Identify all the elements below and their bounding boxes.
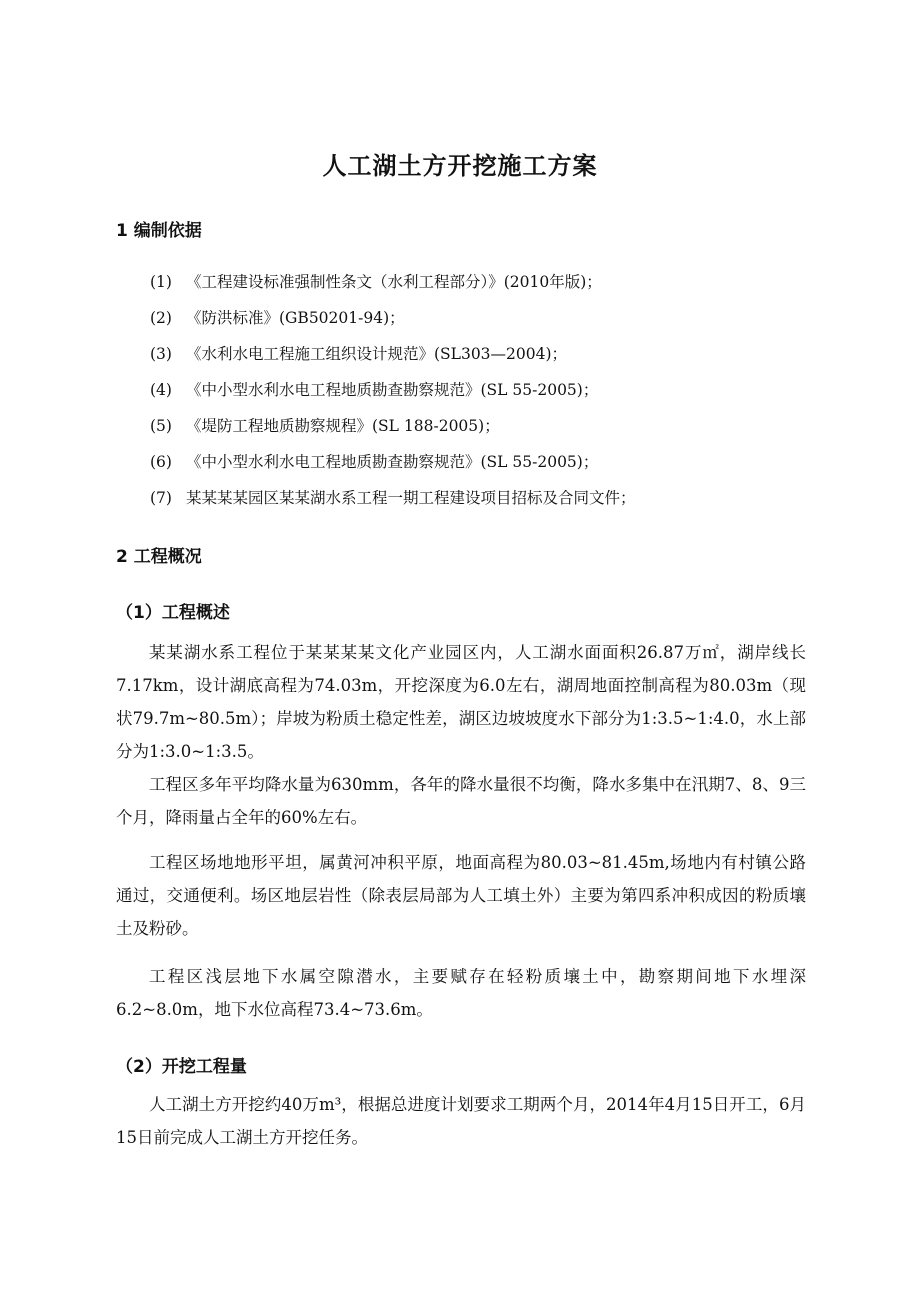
- reference-item: [150, 378, 598, 400]
- document-title: 人工湖土方开挖施工方案: [322, 152, 598, 180]
- reference-item: [150, 306, 405, 328]
- reference-item: [150, 342, 567, 364]
- reference-text: 《防洪标准》(GB50201-94)；: [186, 309, 405, 327]
- reference-text: 某某某某园区某某湖水系工程一期工程建设项目招标及合同文件；: [186, 489, 636, 507]
- paragraph: 工程区场地地形平坦，属黄河冲积平原，地面高程为80.03~81.45m,场地内有村镇公路通过，交通便利。场区地层岩性（除表层局部为人工填土外）主要为第四系冲积成因的粉质壤土及粉砂。: [116, 853, 806, 938]
- reference-number: (4): [150, 381, 172, 399]
- subsection-heading-quantity: （2）开挖工程量: [116, 1057, 247, 1077]
- reference-text: 《堤防工程地质勘察规程》(SL 188-2005)；: [186, 417, 500, 435]
- reference-number: (1): [150, 273, 172, 291]
- reference-text: 《水利水电工程施工组织设计规范》(SL303—2004)；: [186, 345, 568, 363]
- paragraph: 某某湖水系工程位于某某某某文化产业园区内，人工湖水面面积26.87万㎡，湖岸线长7.17km，设计湖底高程为74.03m，开挖深度为6.0左右，湖周地面控制高程为80.03m（现状79.7m~80.5m）；岸坡为粉质土稳定性差，湖区边坡坡度水下部分为1:3.5~1:4.0，水上部分为1:3.0~1:3.5。: [116, 643, 806, 761]
- paragraph: 人工湖土方开挖约40万m³，根据总进度计划要求工期两个月，2014年4月15日开工，6月15日前完成人工湖土方开挖任务。: [116, 1095, 806, 1147]
- subsection-heading-summary: （1）工程概述: [116, 603, 230, 623]
- paragraph: 工程区多年平均降水量为630mm，各年的降水量很不均衡，降水多集中在汛期7、8、9三个月，降雨量占全年的60%左右。: [116, 775, 806, 827]
- paragraph: 工程区浅层地下水属空隙潜水，主要赋存在轻粉质壤土中，勘察期间地下水埋深6.2~8.0m，地下水位高程73.4~73.6m。: [116, 967, 806, 1019]
- reference-number: (6): [150, 453, 172, 471]
- reference-text: 《中小型水利水电工程地质勘查勘察规范》(SL 55-2005)；: [186, 381, 599, 399]
- reference-text: 《中小型水利水电工程地质勘查勘察规范》(SL 55-2005)；: [186, 453, 599, 471]
- reference-number: (3): [150, 345, 172, 363]
- reference-item: [150, 450, 598, 472]
- reference-number: (2): [150, 309, 172, 327]
- reference-item: [150, 270, 602, 292]
- section-heading-basis: 1 编制依据: [116, 221, 202, 241]
- reference-number: (7): [150, 489, 172, 507]
- reference-text: 《工程建设标准强制性条文（水利工程部分）》(2010年版)；: [186, 273, 602, 291]
- reference-number: (5): [150, 417, 172, 435]
- section-heading-overview: 2 工程概况: [116, 547, 202, 567]
- reference-item: [150, 414, 500, 436]
- reference-item: [150, 486, 636, 508]
